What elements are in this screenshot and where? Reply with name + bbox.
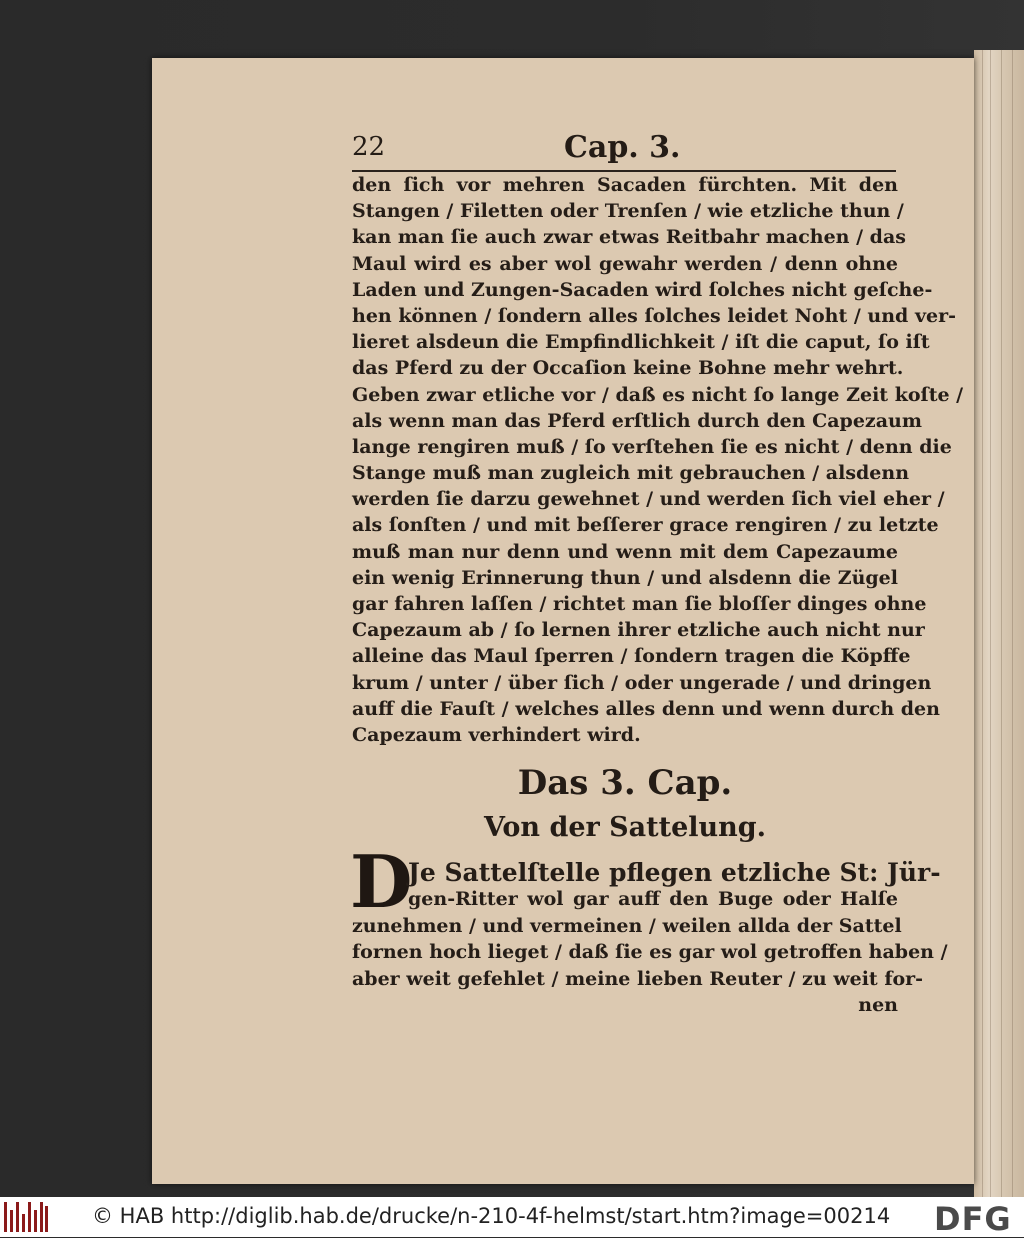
page-number: 22 [352, 132, 386, 162]
text-line: hen können / ſondern alles ſolches leidet Noht / und ver- [352, 304, 956, 327]
text-line: gen-Ritter wol gar auff den Buge oder Halſe [408, 888, 898, 911]
chapter-subtitle: Von der Sattelung. [483, 812, 767, 843]
text-line: ein wenig Erinnerung thun / und alsdenn die Zügel [352, 566, 898, 589]
chapter-title: Das 3. Cap. [517, 763, 733, 803]
text-line: lange rengiren muß / ſo verſtehen ſie es nicht / denn die [352, 435, 952, 458]
hab-logo-icon [4, 1202, 48, 1232]
text-line: Stangen / Filetten oder Trenſen / wie etzliche thun / [352, 200, 904, 223]
text-line: das Pferd zu der Occaſion keine Bohne mehr wehrt. [352, 357, 904, 380]
text-line: den ſich vor mehren Sacaden fürchten. Mit den [352, 174, 898, 196]
dfg-logo: DFG [934, 1200, 1012, 1238]
book-page-edges [974, 50, 1024, 1197]
text-line: Capezaum verhindert wird. [352, 723, 641, 746]
text-line: gar fahren laſſen / richtet man ſie bloſſer dinges ohne [352, 593, 927, 615]
text-line: alleine das Maul ſperren / ſondern tragen die Köpffe [352, 645, 911, 668]
text-line: Geben zwar etliche vor / daß es nicht ſo lange Zeit koſte / [352, 383, 964, 406]
text-line: Capezaum ab / ſo lernen ihrer etzliche auch nicht nur [352, 619, 925, 642]
page-header [352, 130, 896, 172]
text-line: Je Sattelſtelle pflegen etzliche St: Jür- [408, 858, 941, 887]
paragraph-2 [352, 858, 948, 1018]
footer-bar [0, 1197, 1024, 1237]
text-line: zunehmen / und vermeinen / weilen allda der Sattel [352, 914, 902, 937]
text-line: Stange muß man zugleich mit gebrauchen / alsdenn [352, 462, 910, 485]
copyright-link[interactable]: © HAB http://diglib.hab.de/drucke/n-210-4f-helmst/start.htm?image=00214 [92, 1204, 891, 1228]
text-line: als ſonſten / und mit beſſerer grace rengiren / zu letzte [352, 514, 939, 537]
paragraph-1 [352, 172, 964, 748]
text-line: muß man nur denn und wenn mit dem Capezaume [352, 540, 898, 563]
text-line: werden ſie darzu gewehnet / und werden ſich viel eher / [352, 488, 945, 511]
text-line: aber weit gefehlet / meine lieben Reuter / zu weit for- [352, 967, 924, 990]
text-line: krum / unter / über ſich / oder ungerade / und dringen [352, 671, 932, 694]
text-line: lieret alsdeun die Empfindlichkeit / iſt die caput, ſo iſt [352, 331, 930, 354]
text-line: fornen hoch lieget / daß ſie es gar wol getroffen haben / [352, 941, 948, 964]
text-line: Maul wird es aber wol gewahr werden / denn ohne [352, 252, 898, 275]
text-line: auff die Fauſt / welches alles denn und wenn durch den [352, 697, 940, 720]
text-line: als wenn man das Pferd erſtlich durch den Capezaum [352, 409, 922, 432]
catchword: nen [858, 993, 898, 1016]
text-line: Laden und Zungen-Sacaden wird ſolches nicht geſche- [352, 278, 933, 301]
text-line: kan man ſie auch zwar etwas Reitbahr machen / das [352, 226, 906, 249]
decorated-initial: D [350, 839, 413, 924]
running-title: Cap. 3. [564, 130, 681, 165]
